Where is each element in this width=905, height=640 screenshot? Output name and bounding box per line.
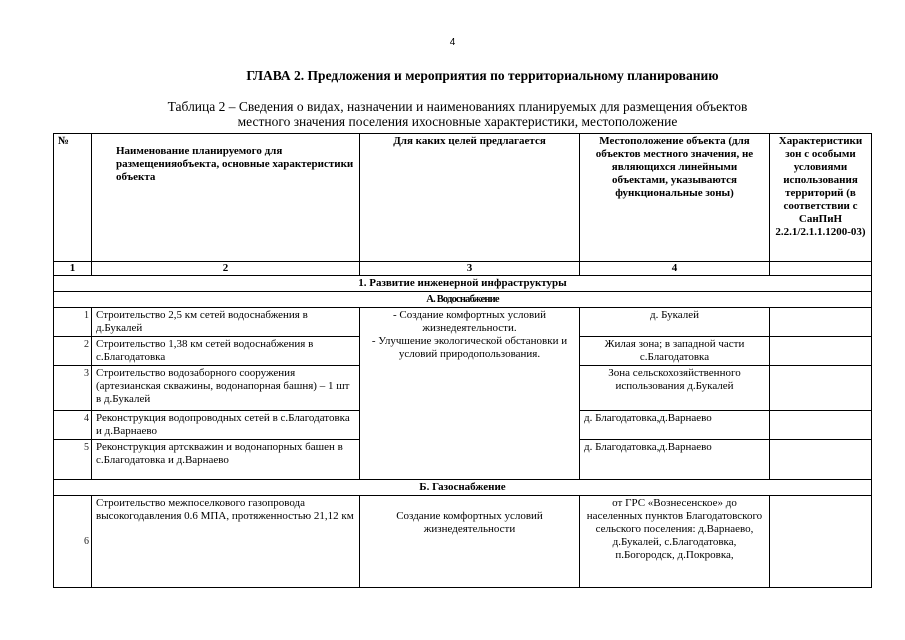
- row-number: 3: [54, 366, 92, 411]
- table-row: [54, 496, 872, 588]
- row-number: 6: [54, 496, 92, 588]
- object-zone: [770, 411, 872, 440]
- object-location: д. Благодатовка,д.Варнаево: [580, 440, 770, 480]
- header-num: №: [54, 134, 92, 262]
- planning-table: [53, 133, 872, 588]
- column-number-row: [54, 262, 872, 276]
- object-name: Реконструкция артскважин и водонапорных башен в с.Благодатовка и д.Варнаево: [92, 440, 360, 480]
- object-zone: [770, 496, 872, 588]
- column-number: [770, 262, 872, 276]
- object-location: д. Благодатовка,д.Варнаево: [580, 411, 770, 440]
- object-name: Строительство межпоселкового газопровода высокогодавления 0.6 МПА, протяженностью 21,12 км: [92, 496, 360, 588]
- header-name: Наименование планируемого для размещенияобъекта, основные характеристики объекта: [92, 134, 360, 262]
- header-location: Местоположение объекта (для объектов местного значения, не являющихся линейными объектами, указываются функциональные зоны): [580, 134, 770, 262]
- object-zone: [770, 337, 872, 366]
- object-purpose: Создание комфортных условий жизнедеятельности: [360, 496, 580, 588]
- column-number: 3: [360, 262, 580, 276]
- section-title: 1. Развитие инженерной инфраструктуры: [54, 276, 872, 292]
- object-zone: [770, 366, 872, 411]
- object-name: Строительство 2,5 км сетей водоснабжения в д.Букалей: [92, 308, 360, 337]
- object-name: Строительство водозаборного сооружения (артезианская скважины, водонапорная башня) – 1 шт в д.Букалей: [92, 366, 360, 411]
- object-name: Строительство 1,38 км сетей водоснабжения в с.Благодатовка: [92, 337, 360, 366]
- column-number: 4: [580, 262, 770, 276]
- row-number: 4: [54, 411, 92, 440]
- column-number: 2: [92, 262, 360, 276]
- table-caption: [0, 99, 905, 129]
- row-number: 5: [54, 440, 92, 480]
- table-caption-line-1: Таблица 2 – Сведения о видах, назначении и наименованиях планируемых для размещения объектов: [167, 99, 748, 114]
- object-location: Зона сельскохозяйственного использования д.Букалей: [580, 366, 770, 411]
- header-purpose: Для каких целей предлагается: [360, 134, 580, 262]
- subsection-title-gas: Б. Газоснабжение: [54, 480, 872, 496]
- row-number: 1: [54, 308, 92, 337]
- chapter-title: ГЛАВА 2. Предложения и мероприятия по территориальному планированию: [246, 68, 719, 83]
- section-row: [54, 276, 872, 292]
- column-number: 1: [54, 262, 92, 276]
- object-location: от ГРС «Вознесенское» до населенных пунктов Благодатовского сельского поселения: д.Варнаево, д.Букалей, с.Благодатовка, п.Богородск, д.Покровка,: [580, 496, 770, 588]
- object-name: Реконструкция водопроводных сетей в с.Благодатовка и д.Варнаево: [92, 411, 360, 440]
- object-location: д. Букалей: [580, 308, 770, 337]
- page-number: 4: [449, 37, 456, 48]
- object-zone: [770, 440, 872, 480]
- header-zones: Характеристики зон с особыми условиями использования территорий (в соответствии с СанПиН 2.2.1/2.1.1.1200-03): [770, 134, 872, 262]
- water-purpose: - Создание комфортных условий жизнедеятельности. - Улучшение экологической обстановки и условий природопользования.: [360, 308, 580, 480]
- subsection-row: [54, 480, 872, 496]
- table-caption-line-2: местного значения поселения ихосновные характеристики, местоположение: [237, 114, 678, 129]
- table-header-row: [54, 134, 872, 262]
- subsection-title-water: А. Водоснабжение: [54, 292, 872, 308]
- subsection-row: [54, 292, 872, 308]
- table-row: [54, 308, 872, 337]
- object-zone: [770, 308, 872, 337]
- object-location: Жилая зона; в западной части с.Благодатовка: [580, 337, 770, 366]
- row-number: 2: [54, 337, 92, 366]
